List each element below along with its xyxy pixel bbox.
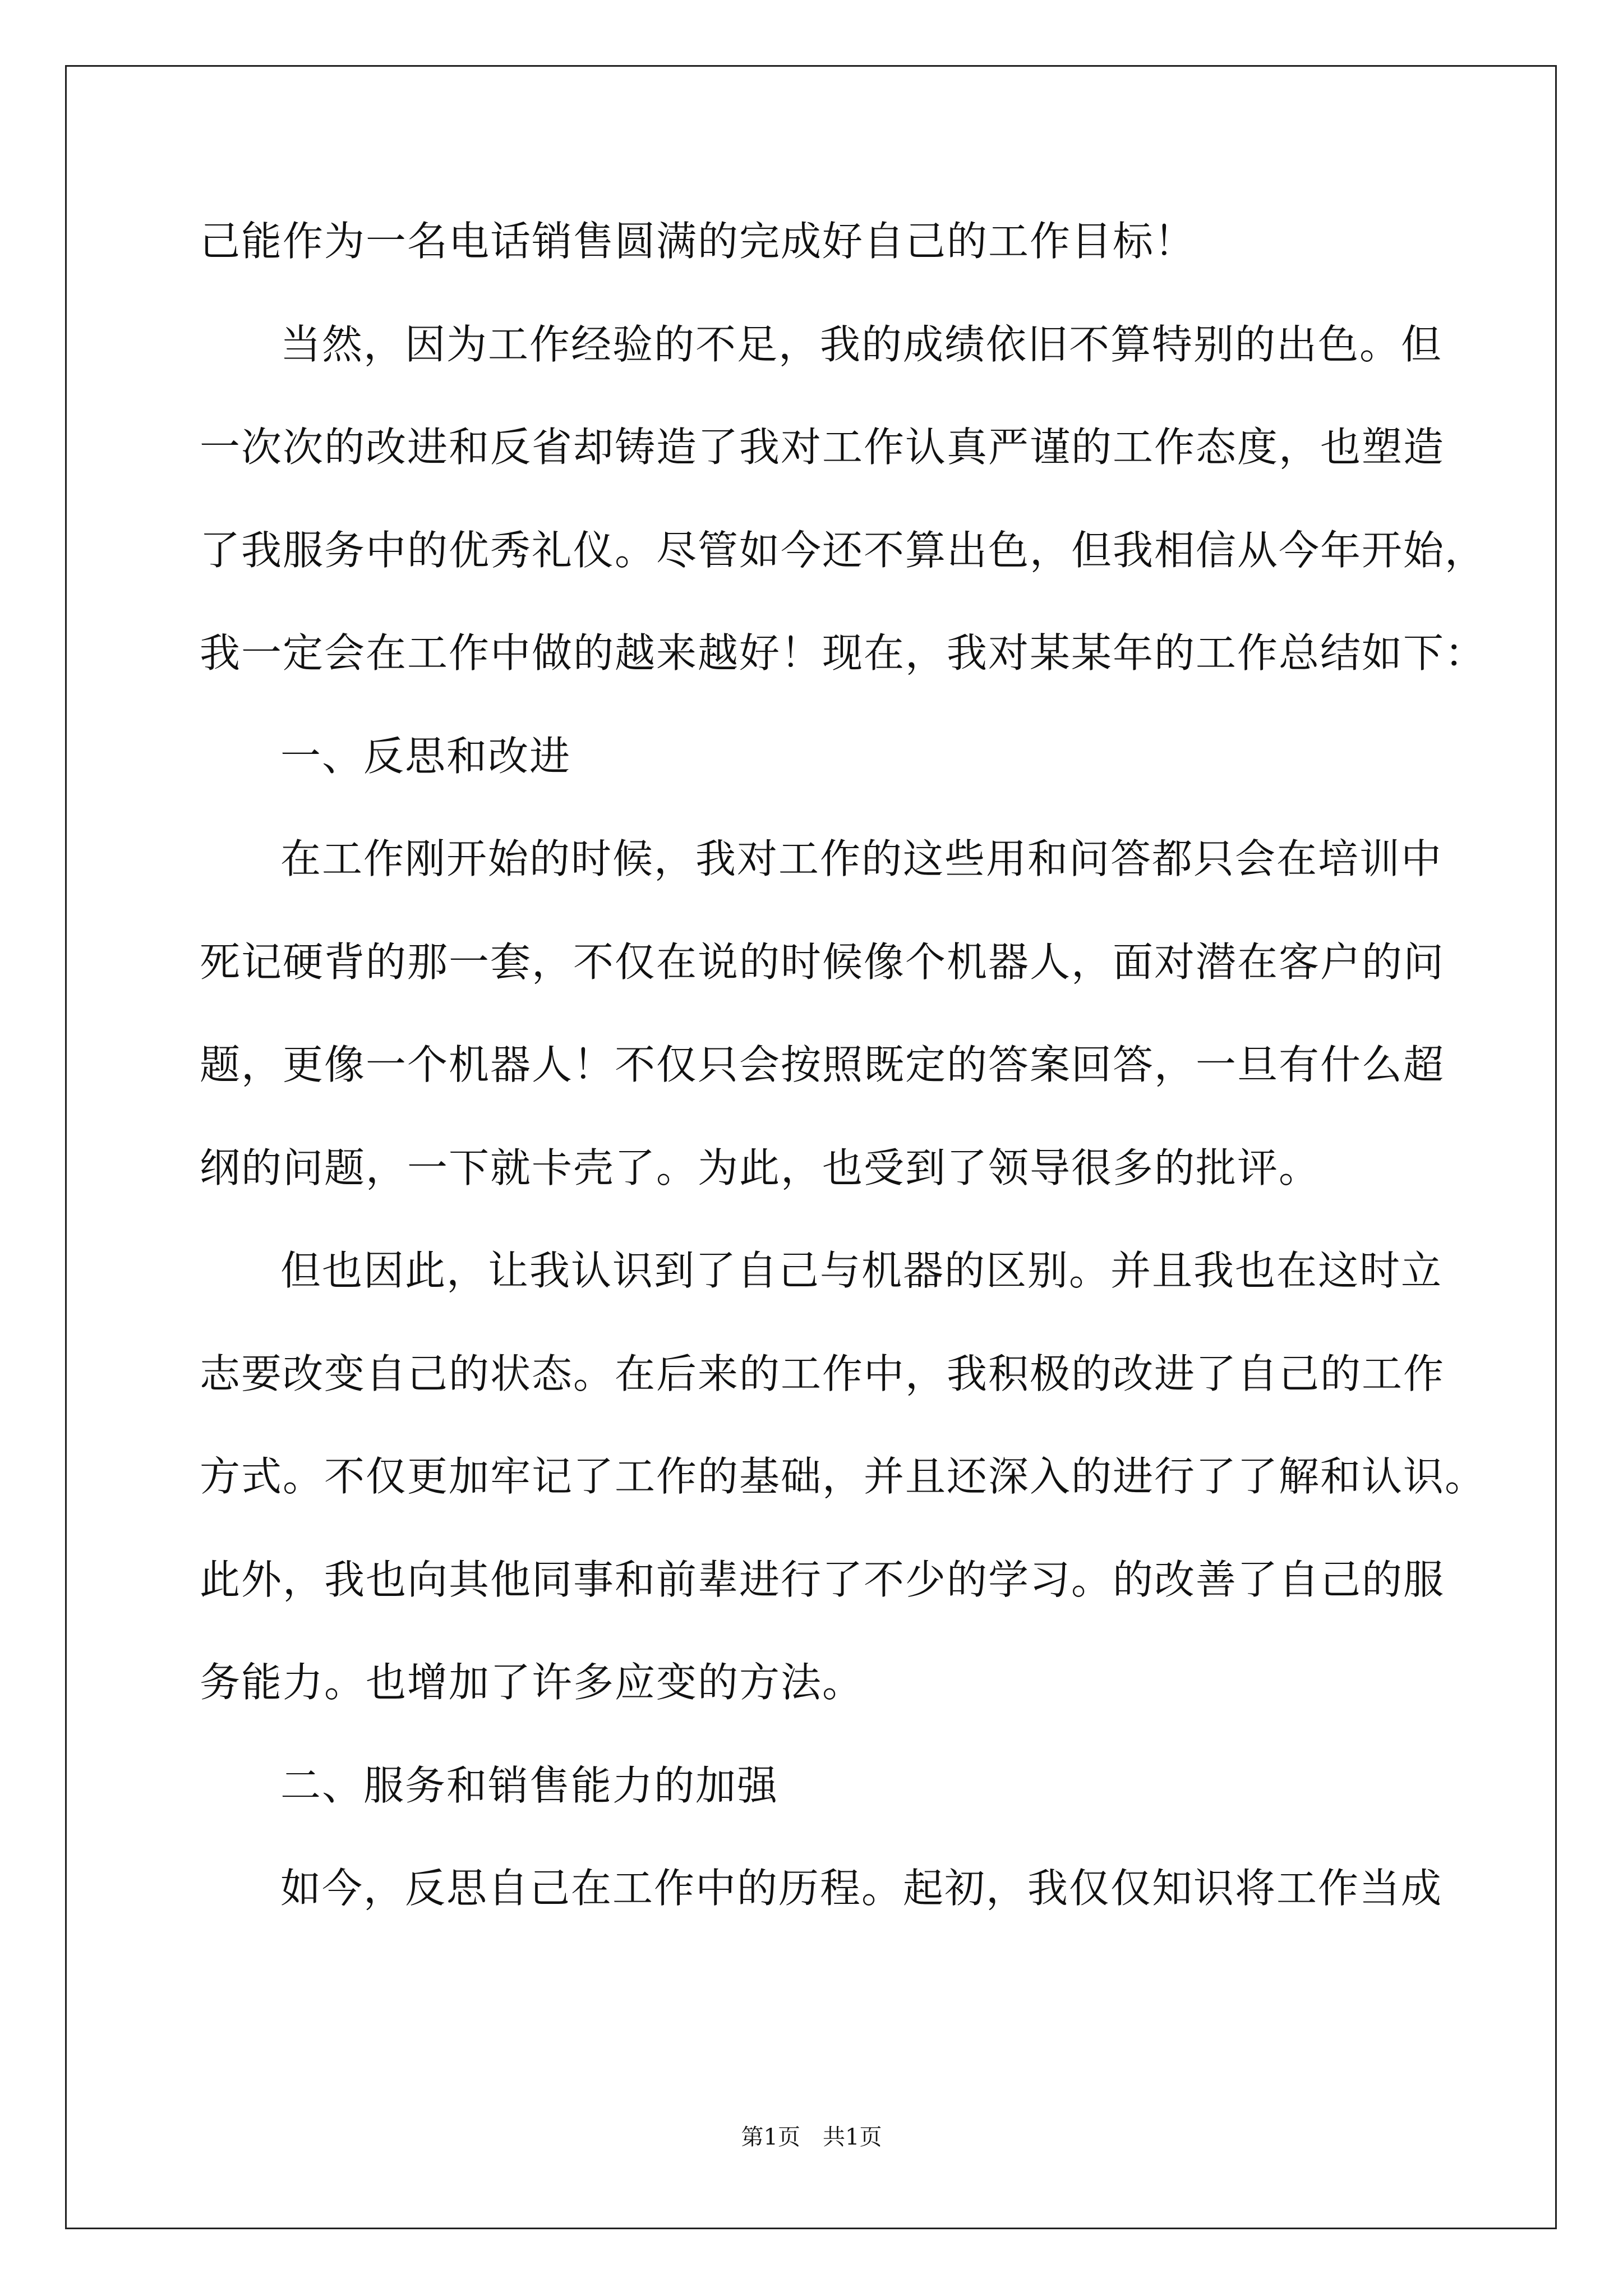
paragraph-line: 志要改变自己的状态。在后来的工作中，我积极的改进了自己的工作 <box>200 1350 1445 1397</box>
paragraph-line: 题，更像一个机器人！不仅只会按照既定的答案回答，一旦有什么超 <box>200 1041 1445 1088</box>
paragraph-line: 一次次的改进和反省却铸造了我对工作认真严谨的工作态度，也塑造 <box>200 424 1445 471</box>
paragraph-line: 方式。不仅更加牢记了工作的基础，并且还深入的进行了了解和认识。 <box>200 1453 1487 1500</box>
paragraph-line: 务能力。也增加了许多应变的方法。 <box>200 1659 864 1706</box>
page-footer: 第1页 共1页 <box>741 2124 882 2150</box>
paragraph-line: 己能作为一名电话销售圆满的完成好自己的工作目标！ <box>200 218 1196 265</box>
paragraph-line: 死记硬背的那一套，不仅在说的时候像个机器人，面对潜在客户的问 <box>200 938 1445 986</box>
paragraph-line: 了我服务中的优秀礼仪。尽管如今还不算出色，但我相信从今年开始， <box>200 526 1487 574</box>
section-heading: 一、反思和改进 <box>280 732 571 780</box>
paragraph-line: 如今，反思自己在工作中的历程。起初，我仅仅知识将工作当成 <box>280 1865 1443 1912</box>
paragraph-line: 此外，我也向其他同事和前辈进行了不少的学习。的改善了自己的服 <box>200 1556 1445 1603</box>
paragraph-line: 当然，因为工作经验的不足，我的成绩依旧不算特别的出色。但 <box>280 320 1443 368</box>
paragraph-line: 在工作刚开始的时候，我对工作的这些用和问答都只会在培训中 <box>280 835 1443 882</box>
paragraph-line: 纲的问题，一下就卡壳了。为此，也受到了领导很多的批评。 <box>200 1144 1321 1191</box>
section-heading: 二、服务和销售能力的加强 <box>280 1761 779 1809</box>
paragraph-line: 我一定会在工作中做的越来越好！现在，我对某某年的工作总结如下： <box>200 629 1487 677</box>
paragraph-line: 但也因此，让我认识到了自己与机器的区别。并且我也在这时立 <box>280 1247 1443 1294</box>
document-body <box>200 213 1487 1963</box>
